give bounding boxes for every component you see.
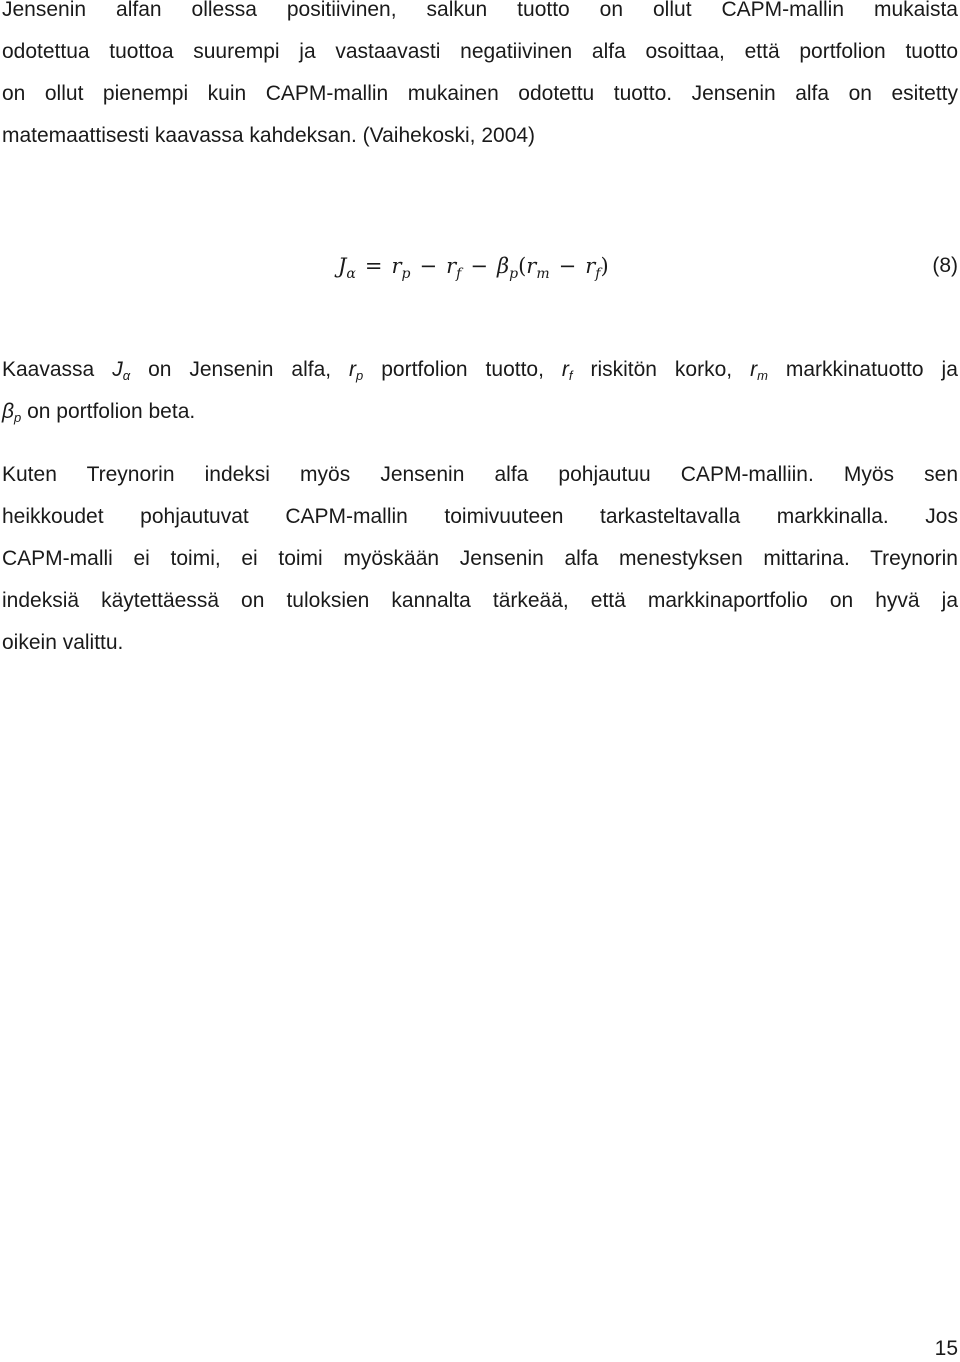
symbol-subscript: p xyxy=(356,368,364,383)
symbol-r-m xyxy=(750,358,768,381)
symbol-subscript: α xyxy=(122,368,131,383)
formula-symbol: J xyxy=(338,254,347,278)
text-line: odotettua tuottoa suurempi ja vastaavasti negatiivinen alfa osoittaa, että portfolion tuotto xyxy=(2,40,958,63)
symbol-letter: β xyxy=(2,400,14,423)
formula-subscript: p xyxy=(401,266,411,282)
formula-subscript: f xyxy=(595,266,601,282)
symbol-r-f xyxy=(562,358,573,381)
text-line: on ollut pienempi kuin CAPM-mallin mukainen odotettu tuotto. Jensenin alfa on esitetty xyxy=(2,82,958,105)
text-fragment: portfolion tuotto, xyxy=(381,358,544,381)
equation-number: (8) xyxy=(932,254,958,277)
formula-subscript: m xyxy=(536,266,550,282)
jensen-alpha-formula xyxy=(338,244,609,288)
page-number: 15 xyxy=(934,1337,958,1360)
text-line xyxy=(2,391,958,433)
symbol-letter: J xyxy=(112,358,123,381)
paragraph-treynor-capm xyxy=(2,454,958,664)
text-fragment: on Jensenin alfa, xyxy=(148,358,332,381)
text-line: heikkoudet pohjautuvat CAPM-mallin toimivuuteen tarkasteltavalla markkinalla. Jos xyxy=(2,505,958,528)
text-line: Jensenin alfan ollessa positiivinen, salkun tuotto on ollut CAPM-mallin mukaista xyxy=(2,0,958,21)
text-line: oikein valittu. xyxy=(2,631,124,654)
text-fragment: on portfolion beta. xyxy=(27,400,196,423)
text-fragment: riskitön korko, xyxy=(590,358,733,381)
formula-paren: ( xyxy=(518,254,527,278)
formula-operator: − xyxy=(470,254,488,278)
symbol-subscript: f xyxy=(568,368,573,383)
formula-operator: = xyxy=(364,254,383,278)
formula-symbol: r xyxy=(585,254,596,278)
formula-subscript: α xyxy=(346,266,356,282)
text-line: CAPM-malli ei toimi, ei toimi myöskään Jensenin alfa menestyksen mittarina. Treynorin xyxy=(2,547,958,570)
formula-symbol: r xyxy=(391,254,402,278)
symbol-letter: r xyxy=(349,358,357,381)
text-line: matemaattisesti kaavassa kahdeksan. (Vaihekoski, 2004) xyxy=(2,124,536,147)
formula-operator: − xyxy=(558,254,577,278)
symbol-subscript: m xyxy=(757,368,768,383)
text-fragment: markkinatuotto ja xyxy=(785,358,958,381)
paragraph-jensen-alpha-intro xyxy=(2,0,958,157)
formula-symbol: β xyxy=(496,254,510,278)
symbol-r-p xyxy=(349,358,363,381)
symbol-j-alpha xyxy=(112,358,130,381)
text-line: indeksiä käytettäessä on tuloksien kannalta tärkeää, että markkinaportfolio on hyvä ja xyxy=(2,589,958,612)
formula-operator: − xyxy=(419,254,438,278)
text-fragment: Kaavassa xyxy=(2,358,95,381)
formula-subscript: p xyxy=(509,266,519,282)
symbol-letter: r xyxy=(561,358,569,381)
symbol-beta-p xyxy=(2,400,21,423)
symbol-subscript: p xyxy=(14,410,22,425)
symbol-letter: r xyxy=(750,358,758,381)
text-line: Kuten Treynorin indeksi myös Jensenin alfa pohjautuu CAPM-malliin. Myös sen xyxy=(2,463,958,486)
formula-paren: ) xyxy=(600,254,609,278)
text-line xyxy=(2,349,958,391)
formula-subscript: f xyxy=(456,266,462,282)
formula-symbol: r xyxy=(446,254,457,278)
paragraph-symbol-definitions xyxy=(2,349,958,433)
formula-symbol: r xyxy=(526,254,537,278)
equation-block xyxy=(0,244,960,288)
